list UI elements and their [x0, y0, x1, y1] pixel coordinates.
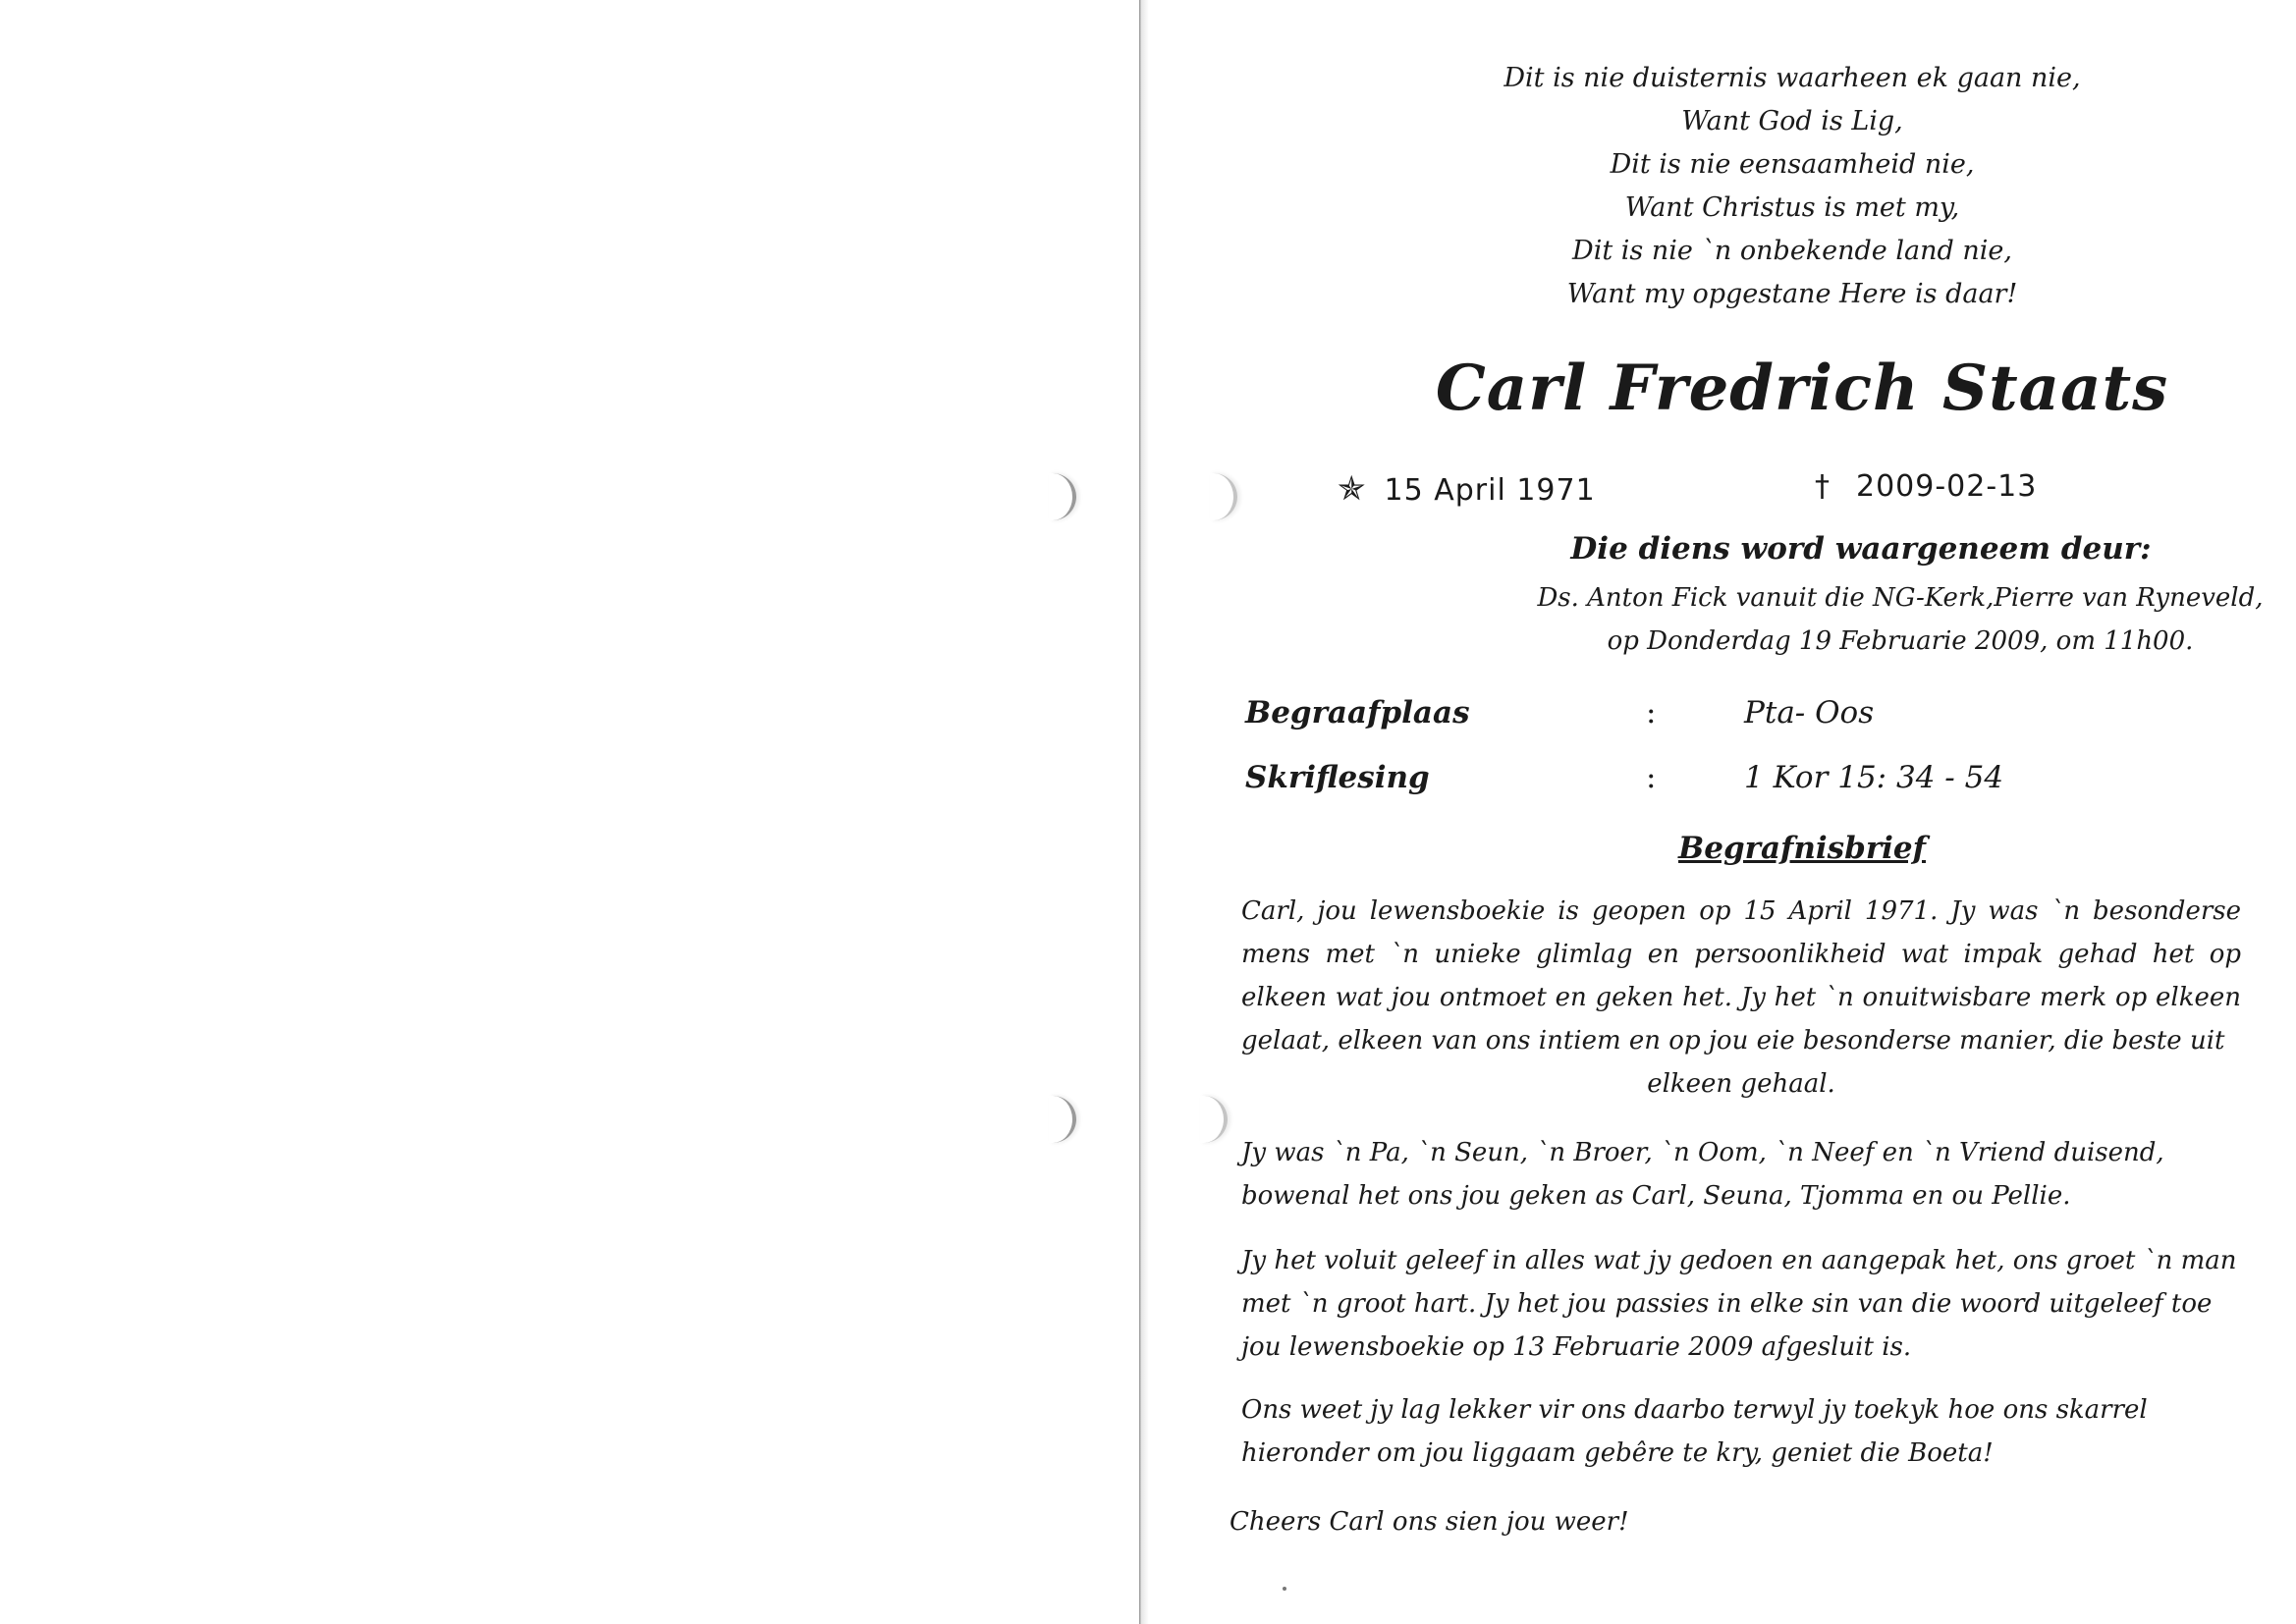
- speck-mark: [1283, 1587, 1286, 1591]
- cross-icon: †: [1815, 469, 1831, 504]
- right-page: [1151, 0, 2296, 1624]
- star-icon: ✯: [1338, 469, 1367, 509]
- poem-line: Want God is Lig,: [1681, 106, 1903, 136]
- letter-paragraph: [1241, 890, 2241, 1106]
- scripture-value: 1 Kor 15: 34 - 54: [1744, 760, 2004, 795]
- poem-line: Want my opgestane Here is daar!: [1566, 279, 2018, 309]
- letter-paragraph-ending: elkeen gehaal.: [1647, 1069, 1835, 1099]
- service-heading: Die diens word waargeneem deur:: [1570, 531, 2152, 567]
- poem-line: Dit is nie duisternis waarheen ek gaan nie,: [1503, 63, 2081, 93]
- page-fold-shadow: [1141, 0, 1149, 1624]
- birth-date: 15 April 1971: [1384, 473, 1596, 508]
- death-date-group: [1815, 469, 2037, 504]
- service-datetime: op Donderdag 19 Februarie 2009, om 11h00.: [1607, 626, 2194, 656]
- poem: [1151, 57, 2296, 316]
- cemetery-value: Pta- Oos: [1744, 695, 1875, 731]
- poem-line: Want Christus is met my,: [1624, 192, 1960, 223]
- letter-paragraph-text: Carl, jou lewensboekie is geopen op 15 April 1971. Jy was `n besonderse mens met `n unieke glimlag en persoonlikheid wat impak gehad het op elkeen wat jou ontmoet en geken het. Jy het `n onuitwisbare merk op elkeen gelaat, elkeen van ons intiem en op jou eie besonderse manier, die beste uit: [1241, 896, 2241, 1056]
- scripture-colon: :: [1646, 760, 1657, 795]
- letter-closing: Cheers Carl ons sien jou weer!: [1230, 1507, 1629, 1537]
- letter-paragraph: Jy het voluit geleef in alles wat jy gedoen en aangepak het, ons groet `n man met `n groot hart. Jy het jou passies in elke sin van die woord uitgeleef toe jou lewensboekie op 13 Februarie 2009 afgesluit is.: [1241, 1246, 2237, 1362]
- service-officiant: Ds. Anton Fick vanuit die NG-Kerk,Pierre van Ryneveld,: [1537, 583, 2264, 613]
- letter-paragraph: Ons weet jy lag lekker vir ons daarbo terwyl jy toekyk hoe ons skarrel hieronder om jou liggaam gebêre te kry, geniet die Boeta!: [1241, 1395, 2148, 1468]
- binder-hole-mark-bottom-left: [1049, 1096, 1076, 1143]
- deceased-name: Carl Fredrich Staats: [1435, 352, 2169, 425]
- poem-line: Dit is nie `n onbekende land nie,: [1572, 236, 2012, 266]
- cemetery-label: Begraafplaas: [1245, 695, 1470, 731]
- death-date: 2009-02-13: [1856, 469, 2038, 504]
- scripture-label: Skriflesing: [1245, 760, 1430, 795]
- cemetery-colon: :: [1646, 695, 1657, 731]
- birth-date-group: [1338, 469, 1596, 509]
- letter-heading: Begrafnisbrief: [1678, 831, 1926, 866]
- left-page: [0, 0, 1139, 1624]
- binder-hole-mark-top-left: [1049, 473, 1076, 520]
- poem-line: Dit is nie eensaamheid nie,: [1610, 149, 1975, 180]
- letter-paragraph: Jy was `n Pa, `n Seun, `n Broer, `n Oom, `n Neef en `n Vriend duisend, bowenal het ons jou geken as Carl, Seuna, Tjomma en ou Pellie.: [1241, 1138, 2164, 1211]
